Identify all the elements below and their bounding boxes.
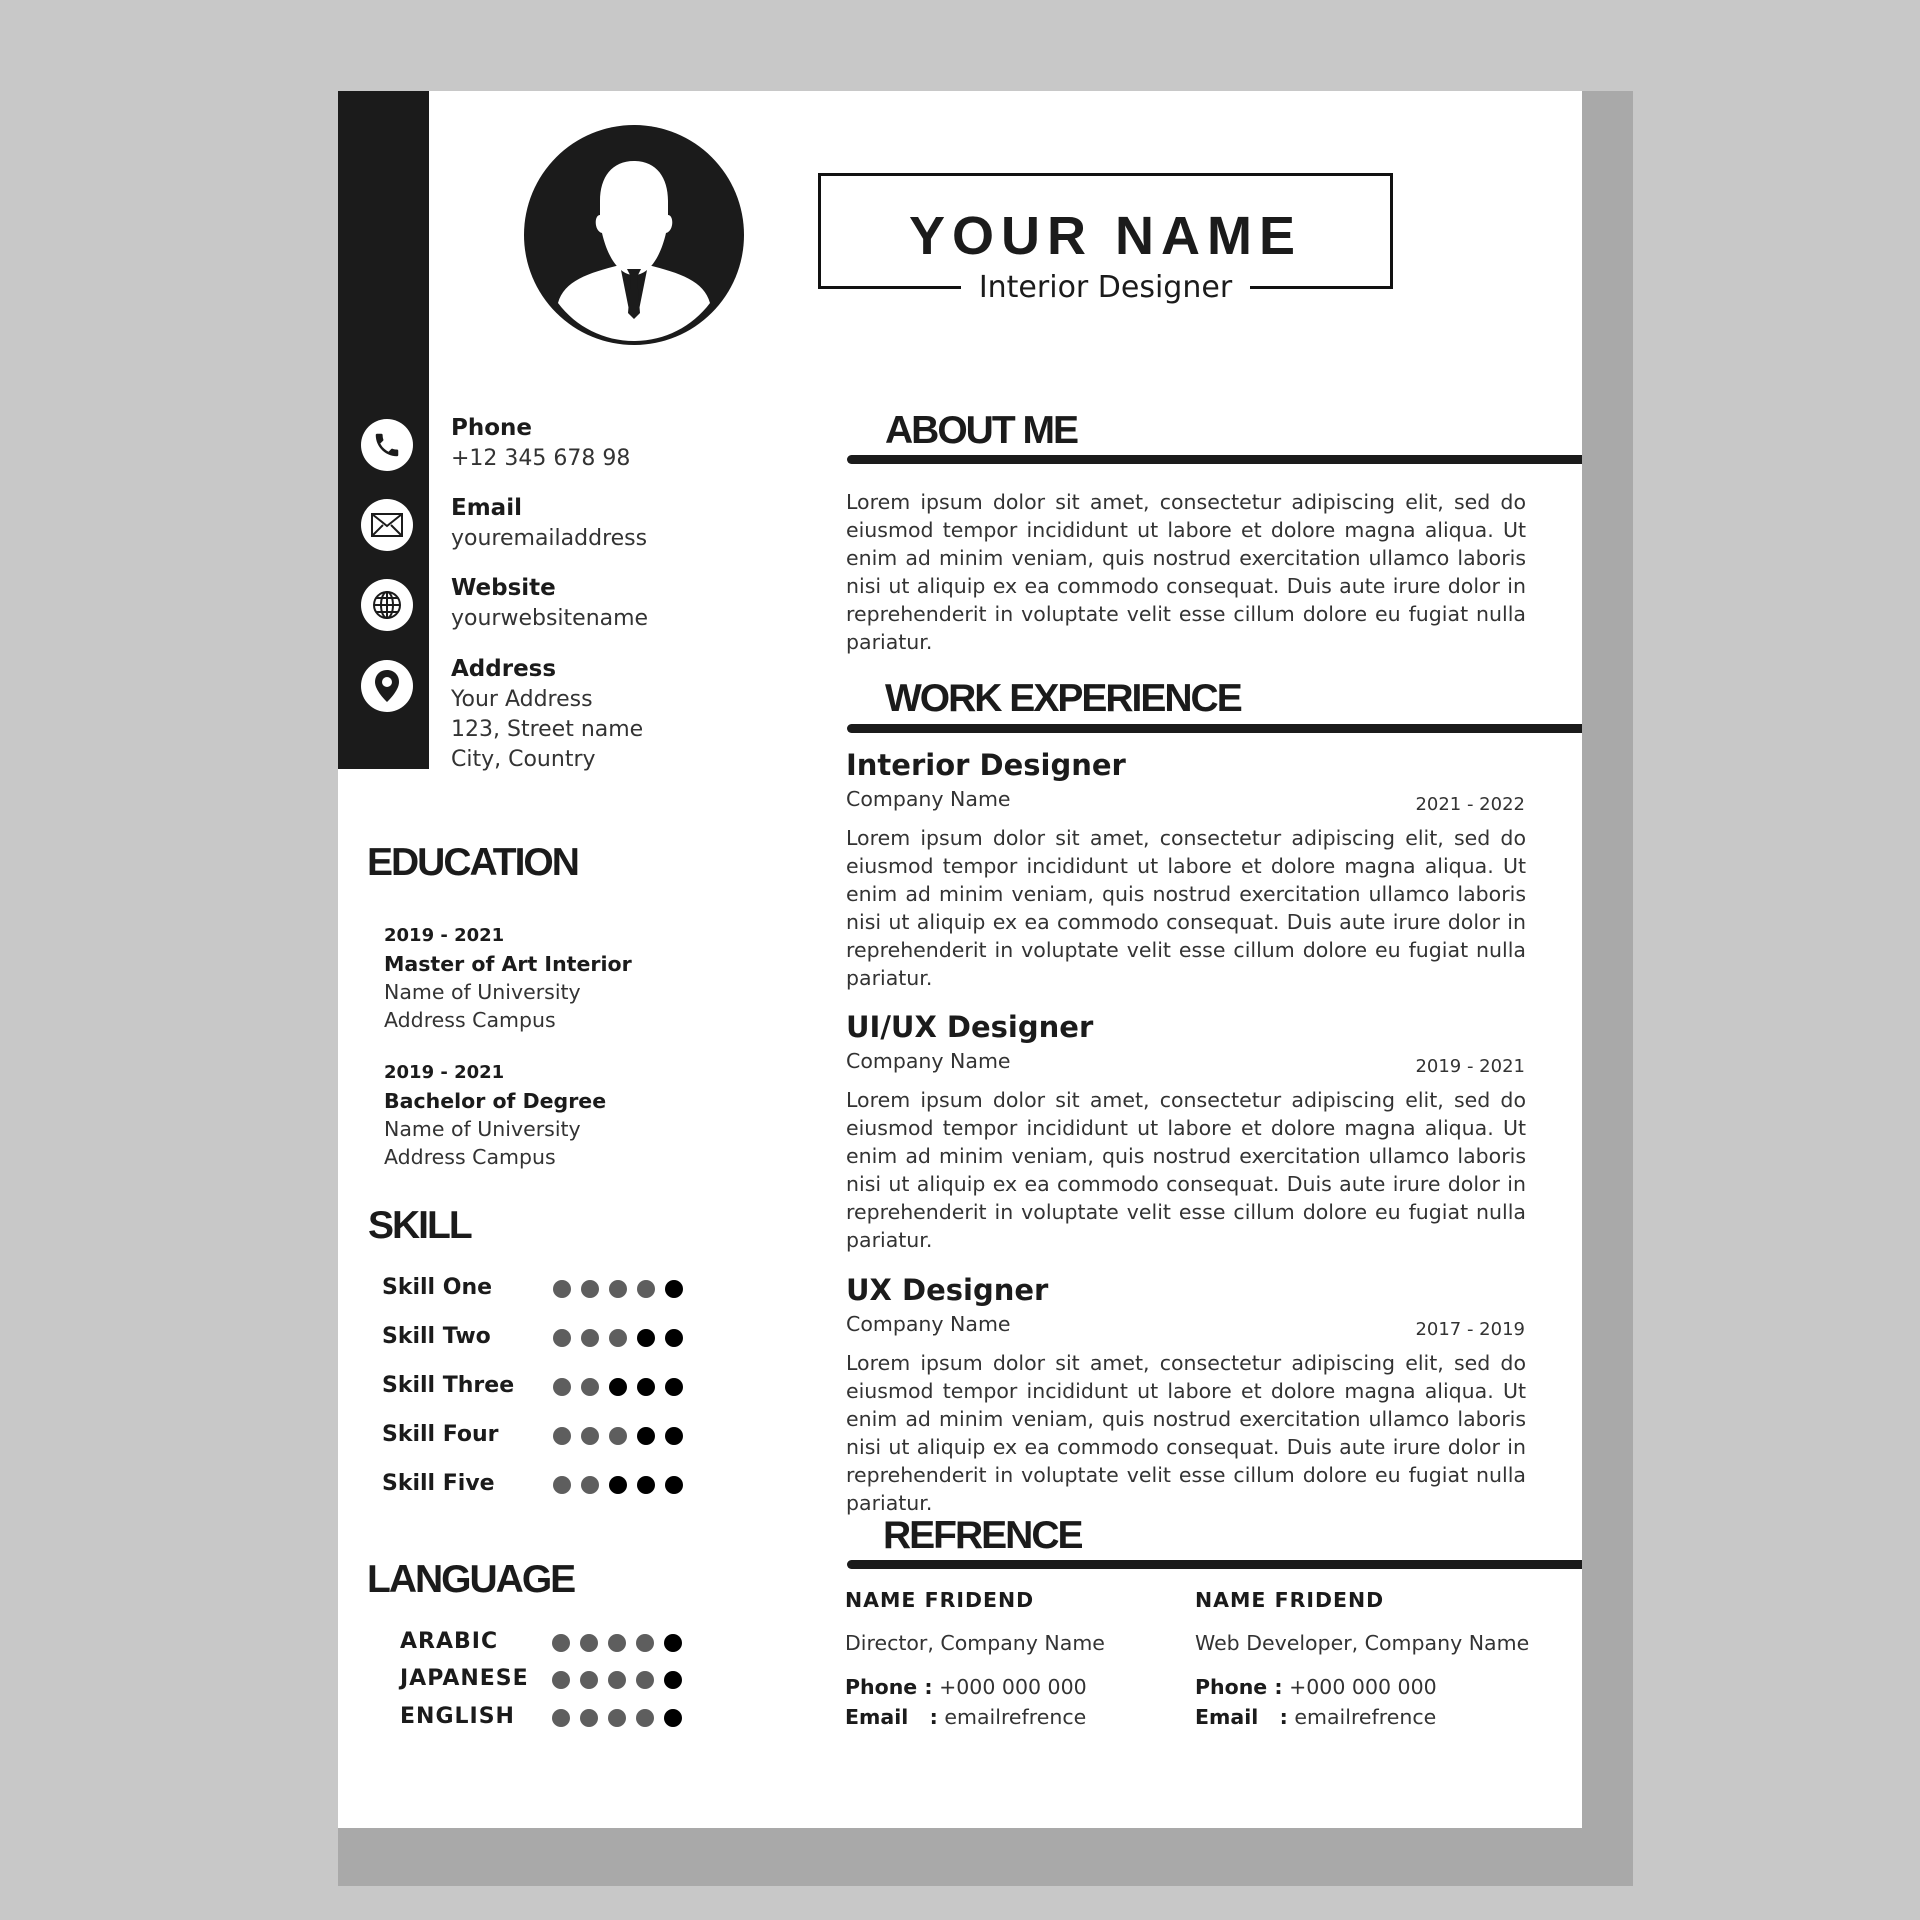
- rating-dot: [664, 1671, 682, 1689]
- language-heading: LANGUAGE: [367, 1558, 575, 1601]
- job-description: Lorem ipsum dolor sit amet, consectetur adipiscing elit, sed do eiusmod tempor incididunt ut labore et dolore magna aliqua. Ut enim ad minim veniam, quis nostrud exercitation ullamco laboris nisi ut aliquip ex ea commodo consequat. Duis aute irure dolor in reprehenderit in voluptate velit esse cillum dolore eu fugiat nulla pariatur.: [846, 1351, 1526, 1515]
- reference-name: NAME FRIDEND: [1195, 1588, 1385, 1612]
- job-description: Lorem ipsum dolor sit amet, consectetur adipiscing elit, sed do eiusmod tempor incididunt ut labore et dolore magna aliqua. Ut enim ad minim veniam, quis nostrud exercitation ullamco laboris nisi ut aliquip ex ea commodo consequat. Duis aute irure dolor in reprehenderit in voluptate velit esse cillum dolore eu fugiat nulla pariatur.: [846, 826, 1526, 990]
- reference-role: Web Developer, Company Name: [1195, 1631, 1530, 1655]
- rating-dot: [580, 1634, 598, 1652]
- phone-label: Phone :: [1195, 1675, 1283, 1699]
- languages-name: JAPANESE: [400, 1666, 529, 1691]
- rating-dot: [580, 1671, 598, 1689]
- education-years: 2019 - 2021: [384, 925, 505, 946]
- rating-dot: [581, 1329, 599, 1347]
- rating-dot: [637, 1280, 655, 1298]
- address-line: City, Country: [451, 747, 596, 772]
- job-title: UX Designer: [846, 1273, 1049, 1307]
- reference-heading: REFRENCE: [883, 1514, 1082, 1557]
- address-label: Address: [451, 656, 557, 682]
- rating-dot: [665, 1476, 683, 1494]
- education-campus: Address Campus: [384, 1008, 556, 1032]
- education-degree: Master of Art Interior: [384, 952, 632, 976]
- address-line: Your Address: [451, 687, 593, 712]
- job-description: Lorem ipsum dolor sit amet, consectetur adipiscing elit, sed do eiusmod tempor incididunt ut labore et dolore magna aliqua. Ut enim ad minim veniam, quis nostrud exercitation ullamco laboris nisi ut aliquip ex ea commodo consequat. Duis aute irure dolor in reprehenderit in voluptate velit esse cillum dolore eu fugiat nulla pariatur.: [846, 1088, 1526, 1252]
- education-years: 2019 - 2021: [384, 1062, 505, 1083]
- rating-dot: [553, 1378, 571, 1396]
- education-heading: EDUCATION: [367, 841, 578, 884]
- location-icon: [361, 660, 413, 712]
- skill-heading: SKILL: [368, 1204, 471, 1247]
- skills-name: Skill Three: [382, 1373, 515, 1398]
- website-value: yourwebsitename: [451, 606, 649, 631]
- skills-name: Skill One: [382, 1275, 493, 1300]
- reference-phone: +000 000 000: [939, 1675, 1087, 1699]
- job-company: Company Name: [846, 1312, 1011, 1336]
- rating-dot: [637, 1476, 655, 1494]
- education-school: Name of University: [384, 980, 581, 1004]
- rating-dot: [609, 1476, 627, 1494]
- full-name: YOUR NAME: [908, 206, 1302, 266]
- rating-dot: [581, 1476, 599, 1494]
- rating-dot: [609, 1280, 627, 1298]
- reference-role: Director, Company Name: [845, 1631, 1105, 1655]
- languages-rating: [552, 1671, 682, 1689]
- rating-dot: [609, 1427, 627, 1445]
- rating-dot: [637, 1378, 655, 1396]
- rating-dot: [665, 1329, 683, 1347]
- rating-dot: [636, 1671, 654, 1689]
- work-divider: [847, 724, 1582, 733]
- phone-icon: [361, 419, 413, 471]
- languages-name: ARABIC: [400, 1629, 499, 1654]
- rating-dot: [553, 1329, 571, 1347]
- rating-dot: [553, 1427, 571, 1445]
- rating-dot: [553, 1476, 571, 1494]
- reference-email: emailrefrence: [1294, 1705, 1437, 1729]
- rating-dot: [637, 1329, 655, 1347]
- education-school: Name of University: [384, 1117, 581, 1141]
- about-divider: [847, 455, 1582, 464]
- address-line: 123, Street name: [451, 717, 644, 742]
- reference-name: NAME FRIDEND: [845, 1588, 1035, 1612]
- job-company: Company Name: [846, 1049, 1011, 1073]
- rating-dot: [552, 1671, 570, 1689]
- reference-divider: [847, 1560, 1582, 1569]
- rating-dot: [608, 1709, 626, 1727]
- work-heading: WORK EXPERIENCE: [885, 677, 1241, 720]
- rating-dot: [552, 1709, 570, 1727]
- rating-dot: [552, 1634, 570, 1652]
- job-title: Interior Designer: [961, 270, 1250, 305]
- education-item: [384, 1059, 606, 1171]
- email-label: Email: [451, 495, 522, 521]
- rating-dot: [664, 1709, 682, 1727]
- phone-label: Phone: [451, 415, 533, 441]
- rating-dot: [609, 1329, 627, 1347]
- rating-dot: [664, 1634, 682, 1652]
- education-item: [384, 922, 632, 1034]
- rating-dot: [665, 1427, 683, 1445]
- education-campus: Address Campus: [384, 1145, 556, 1169]
- job-dates: 2021 - 2022: [1415, 794, 1525, 815]
- skills-name: Skill Four: [382, 1422, 499, 1447]
- languages-rating: [552, 1634, 682, 1652]
- reference-item: [845, 1585, 1105, 1732]
- rating-dot: [581, 1280, 599, 1298]
- job-title: UI/UX Designer: [846, 1010, 1094, 1044]
- email-icon: [361, 499, 413, 551]
- email-value: youremailaddress: [451, 526, 648, 551]
- skills-rating: [553, 1427, 683, 1445]
- rating-dot: [636, 1709, 654, 1727]
- phone-label: Phone :: [845, 1675, 933, 1699]
- skills-rating: [553, 1280, 683, 1298]
- skills-rating: [553, 1476, 683, 1494]
- reference-email: emailrefrence: [944, 1705, 1087, 1729]
- email-label: Email :: [1195, 1705, 1288, 1729]
- rating-dot: [665, 1280, 683, 1298]
- job-title: Interior Designer: [846, 748, 1126, 782]
- email-label: Email :: [845, 1705, 938, 1729]
- languages-rating: [552, 1709, 682, 1727]
- skills-rating: [553, 1378, 683, 1396]
- rating-dot: [553, 1280, 571, 1298]
- rating-dot: [581, 1378, 599, 1396]
- skills-rating: [553, 1329, 683, 1347]
- rating-dot: [609, 1378, 627, 1396]
- about-text: Lorem ipsum dolor sit amet, consectetur adipiscing elit, sed do eiusmod tempor incididunt ut labore et dolore magna aliqua. Ut enim ad minim veniam, quis nostrud exercitation ullamco laboris nisi ut aliquip ex ea commodo consequat. Duis aute irure dolor in reprehenderit in voluptate velit esse cillum dolore eu fugiat nulla pariatur.: [846, 490, 1526, 654]
- rating-dot: [665, 1378, 683, 1396]
- rating-dot: [608, 1634, 626, 1652]
- languages-name: ENGLISH: [400, 1704, 515, 1729]
- education-degree: Bachelor of Degree: [384, 1089, 607, 1113]
- rating-dot: [608, 1671, 626, 1689]
- skills-name: Skill Two: [382, 1324, 491, 1349]
- rating-dot: [580, 1709, 598, 1727]
- skills-name: Skill Five: [382, 1471, 495, 1496]
- job-dates: 2017 - 2019: [1415, 1319, 1525, 1340]
- reference-phone: +000 000 000: [1289, 1675, 1437, 1699]
- reference-item: [1195, 1585, 1529, 1732]
- phone-value: +12 345 678 98: [451, 446, 631, 471]
- avatar-icon: [524, 125, 744, 345]
- job-dates: 2019 - 2021: [1415, 1056, 1525, 1077]
- job-company: Company Name: [846, 787, 1011, 811]
- globe-icon: [361, 579, 413, 631]
- rating-dot: [636, 1634, 654, 1652]
- about-heading: ABOUT ME: [885, 409, 1077, 452]
- rating-dot: [637, 1427, 655, 1445]
- website-label: Website: [451, 575, 556, 601]
- rating-dot: [581, 1427, 599, 1445]
